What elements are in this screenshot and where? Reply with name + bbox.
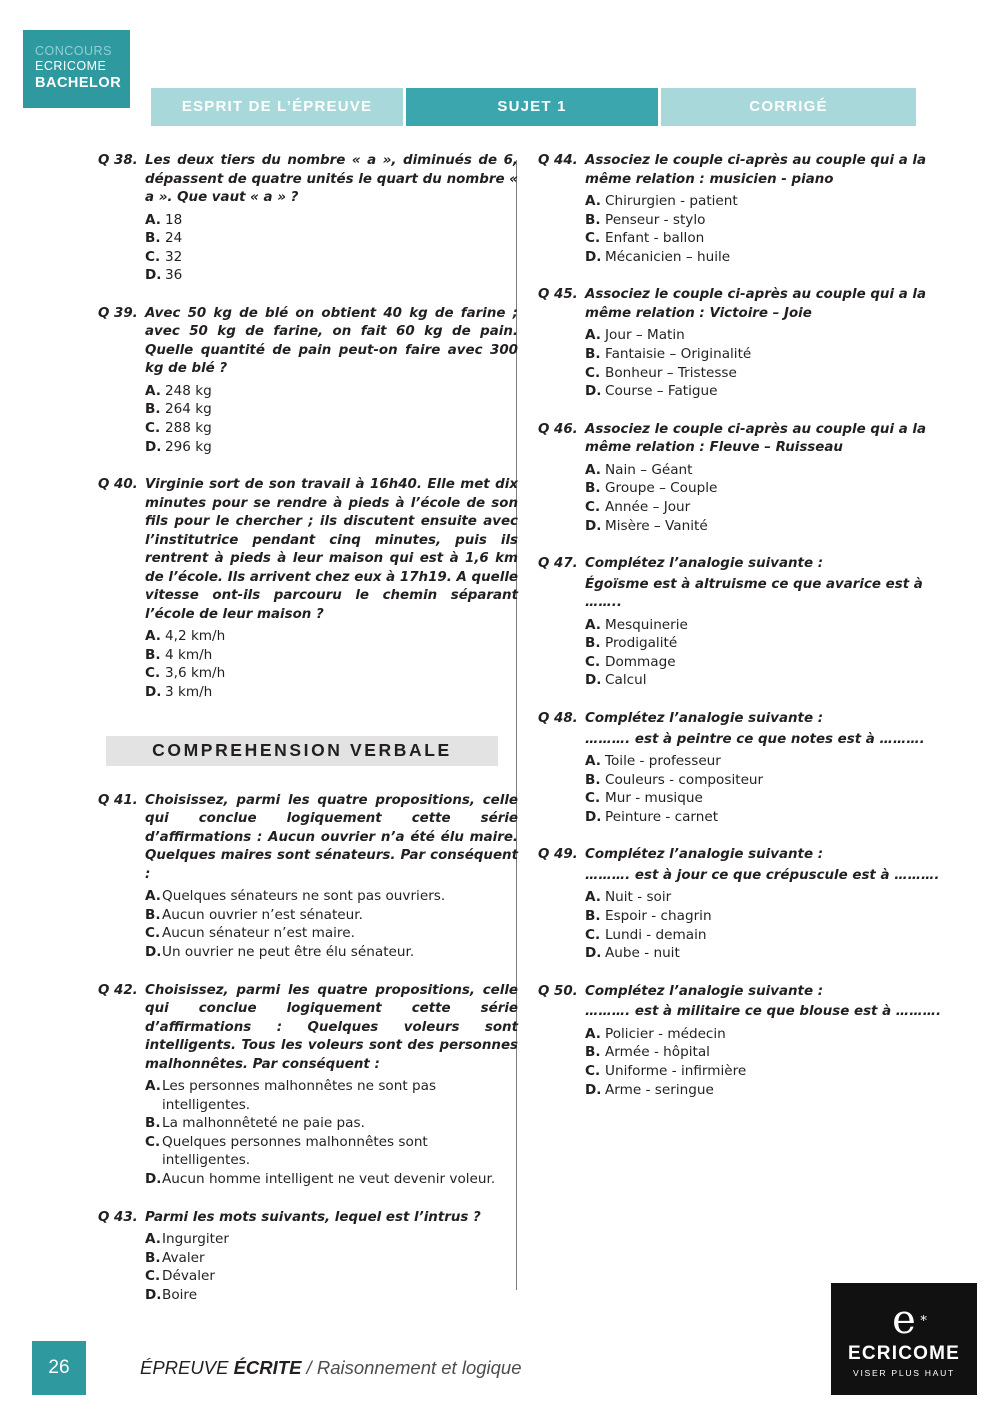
option-letter: D. [145,1286,162,1303]
option-letter: D. [585,517,602,534]
answer-option[interactable] [145,943,518,962]
question-number: Q 50. [538,983,578,999]
option-letter: C. [145,1268,161,1285]
brand-e-mark [892,1297,927,1343]
question-subtext: Égoïsme est à altruisme ce que avarice est à …….. [585,576,923,611]
answer-options [145,382,518,456]
option-letter: D. [585,248,602,265]
option-text: Espoir - chagrin [605,907,712,924]
option-text: Fantaisie – Originalité [605,345,752,362]
option-text: Dévaler [162,1268,215,1285]
option-letter: A. [145,1231,161,1248]
answer-options [585,192,958,266]
answer-options [145,887,518,961]
right-column [538,152,958,1119]
option-text: Nuit - soir [605,889,672,906]
question-block [538,286,958,400]
tab-esprit-de-lepreuve[interactable]: ESPRIT DE L’ÉPREUVE [151,88,403,126]
option-letter: C. [145,420,161,437]
option-text: Lundi - demain [605,926,707,943]
answer-options [145,1077,518,1189]
option-text: Toile - professeur [605,753,721,769]
question-block [538,983,958,1099]
option-letter: C. [145,1133,161,1150]
option-text: Mur - musique [605,790,703,807]
option-letter: C. [585,364,601,381]
option-text: 4 km/h [165,646,213,663]
option-letter: D. [145,438,162,455]
answer-option[interactable] [145,1077,518,1114]
answer-option[interactable] [585,888,958,907]
option-text: Aube - nuit [605,945,680,962]
question-number: Q 46. [538,421,578,437]
option-text: Course – Fatigue [605,383,718,400]
option-text: Ingurgiter [162,1231,229,1248]
question-subtext: ………. est à jour ce que crépuscule est à ………. [585,867,940,883]
left-column [98,152,518,1324]
option-letter: D. [145,943,162,960]
answer-option[interactable] [145,1133,518,1170]
option-letter: D. [585,945,602,962]
answer-option[interactable] [585,248,958,267]
answer-option[interactable] [145,664,518,683]
answer-option[interactable] [145,1230,518,1249]
option-text: Avaler [162,1249,205,1266]
option-text: 18 [165,211,183,228]
question-number: Q 41. [98,792,138,808]
option-letter: D. [145,267,162,284]
answer-option[interactable] [585,671,958,690]
answer-option[interactable] [145,400,518,419]
option-text: Mesquinerie [605,616,688,633]
option-letter: C. [145,665,161,682]
question-number: Q 47. [538,556,578,572]
option-letter: B. [145,1249,161,1266]
question-subtext: ………. est à peintre ce que notes est à ………. [585,731,925,747]
option-letter: B. [585,211,601,228]
answer-option[interactable] [585,653,958,672]
question-subtext: ………. est à militaire ce que blouse est à ………. [585,1004,942,1020]
question-number: Q 38. [98,153,138,168]
question-text: Complétez l’analogie suivante : [585,711,824,726]
brand-name: ECRICOME [848,1343,960,1364]
option-text: Armée - hôpital [605,1044,710,1061]
option-text: Enfant - ballon [605,230,705,247]
logo-line-concours: CONCOURS [35,44,112,58]
answer-option[interactable] [585,1025,958,1044]
question-text: Choisissez, parmi les quatre propositions, celle qui conclue logiquement cette série d’affirmations : Quelques voleurs sont intelligents. Tous les voleurs sont des personnes malhonnêtes. Par conséquent : [145,982,518,1072]
option-text: 248 kg [165,382,212,399]
question-number: Q 49. [538,847,578,863]
answer-option[interactable] [585,345,958,364]
answer-options [585,461,958,535]
option-text: Quelques sénateurs ne sont pas ouvriers. [162,888,446,905]
option-text: 296 kg [165,438,212,455]
question-block [538,710,958,826]
question-text: Les deux tiers du nombre « a », diminués de 6, dépassent de quatre unités le quart du nombre « a ». Que vaut « a » ? [145,153,518,205]
answer-option[interactable] [585,229,958,248]
answer-option[interactable] [145,266,518,285]
footer-subtitle: Raisonnement et logique [316,1357,522,1378]
option-letter: B. [145,401,161,418]
question-number: Q 43. [98,1209,138,1225]
option-text: La malhonnêteté ne paie pas. [162,1115,365,1132]
option-letter: C. [145,925,161,942]
question-block [538,555,958,690]
option-letter: C. [585,1062,601,1079]
option-text: 32 [165,248,183,265]
option-text: Groupe – Couple [605,480,718,497]
answer-option[interactable] [585,211,958,230]
option-letter: B. [145,1115,161,1132]
question-text: Choisissez, parmi les quatre propositions, celle qui conclue logiquement cette série d’affirmations : Aucun ouvrier n’a été élu maire. Quelques maires sont sénateurs. Par conséquent : [145,792,518,882]
question-text: Associez le couple ci-après au couple qui a la même relation : Victoire – Joie [585,287,927,321]
answer-options [585,616,958,690]
answer-option[interactable] [145,211,518,230]
page-number-badge: 26 [32,1341,86,1395]
option-letter: B. [585,907,601,924]
option-letter: A. [145,888,161,905]
option-letter: B. [585,1044,601,1061]
brand-e-sup: * [920,1314,927,1329]
logo-line-bachelor: BACHELOR [35,75,122,91]
section-tabs [151,88,916,126]
option-text: Les personnes malhonnêtes ne sont pas intelligentes. [162,1078,437,1113]
question-number: Q 44. [538,153,578,168]
ecricome-logo [23,30,130,108]
question-text: Complétez l’analogie suivante : [585,556,824,572]
option-letter: A. [585,889,601,906]
question-block [98,982,518,1189]
option-letter: A. [585,1025,601,1042]
answer-option[interactable] [145,1249,518,1268]
question-number: Q 45. [538,287,578,303]
answer-option[interactable] [145,924,518,943]
question-text: Virginie sort de son travail à 16h40. Elle met dix minutes pour se rendre à pieds à l’école de son fils pour le chercher ; ils discutent ensuite avec l’institutrice pendant cinq minutes, puis ils rentrent à pieds à leur maison qui est à 1,6 km de l’école. Ils arrivent chez eux à 17h19. A quelle vitesse ont-ils parcouru le chemin séparant l’école de leur maison ? [145,477,518,622]
option-letter: C. [585,790,601,807]
option-letter: C. [585,926,601,943]
option-letter: D. [585,1081,602,1098]
option-text: Année – Jour [605,498,691,515]
answer-option[interactable] [145,646,518,665]
brand-tagline: VISER PLUS HAUT [853,1368,955,1378]
answer-option[interactable] [145,382,518,401]
option-text: Aucun ouvrier n’est sénateur. [162,906,363,923]
answer-option[interactable] [585,1062,958,1081]
question-block [98,476,518,701]
answer-option[interactable] [585,479,958,498]
answer-option[interactable] [145,248,518,267]
option-letter: B. [145,646,161,663]
answer-option[interactable] [585,752,958,771]
option-letter: A. [145,1078,161,1094]
option-letter: D. [585,808,602,825]
answer-option[interactable] [585,808,958,827]
option-letter: A. [145,211,161,228]
question-number: Q 42. [98,982,138,998]
option-letter: C. [585,653,601,670]
tab-sujet-1[interactable]: SUJET 1 [406,88,658,126]
answer-option[interactable] [145,229,518,248]
option-text: 288 kg [165,420,212,437]
answer-options [145,627,518,701]
answer-option[interactable] [585,944,958,963]
answer-option[interactable] [585,771,958,790]
option-letter: A. [145,628,161,645]
answer-option[interactable] [585,1081,958,1100]
tab-corrige[interactable]: CORRIGÉ [661,88,916,126]
option-letter: A. [585,753,601,769]
question-text: Avec 50 kg de blé on obtient 40 kg de farine ; avec 50 kg de farine, on fait 60 kg de pain. Quelle quantité de pain peut-on faire avec 300 kg de blé ? [145,305,518,377]
answer-option[interactable] [145,1170,518,1189]
option-letter: B. [585,771,601,788]
answer-option[interactable] [585,634,958,653]
option-letter: D. [145,684,162,701]
option-text: Quelques personnes malhonnêtes sont intelligentes. [162,1133,428,1169]
answer-options [145,211,518,285]
option-letter: B. [585,635,601,652]
answer-option[interactable] [585,461,958,480]
option-letter: A. [145,382,161,399]
answer-options [585,1025,958,1099]
page-content [0,152,1004,1303]
option-letter: A. [585,461,601,478]
answer-option[interactable] [585,326,958,345]
option-letter: A. [585,193,601,209]
option-text: Uniforme - infirmière [605,1062,747,1079]
answer-option[interactable] [145,438,518,457]
option-text: Chirurgien - patient [605,193,738,209]
question-block [538,152,958,266]
option-letter: B. [585,480,601,497]
answer-option[interactable] [585,907,958,926]
option-letter: D. [585,383,602,400]
answer-option[interactable] [585,926,958,945]
question-number: Q 39. [98,305,138,321]
footer-epreuve: ÉPREUVE [140,1357,229,1378]
option-text: Boire [162,1286,198,1303]
option-text: Aucun sénateur n’est maire. [162,925,355,942]
question-text: Associez le couple ci-après au couple qui a la même relation : Fleuve – Ruisseau [585,421,927,456]
question-text: Complétez l’analogie suivante : [585,983,824,999]
answer-options [585,888,958,962]
footer-separator: / [306,1357,312,1378]
question-number: Q 48. [538,711,578,726]
option-text: 3,6 km/h [165,665,226,682]
option-text: Mécanicien – huile [605,248,731,265]
question-block [98,792,518,962]
answer-option[interactable] [585,498,958,517]
footer-epreuve-label [140,1357,522,1379]
page-header [0,0,1004,150]
option-text: Jour – Matin [605,327,685,344]
answer-option[interactable] [585,789,958,808]
option-text: 3 km/h [165,684,213,701]
option-text: Prodigalité [605,635,678,652]
answer-options [585,752,958,826]
option-text: Calcul [605,672,647,689]
section-title-banner [106,736,498,766]
answer-option[interactable] [145,1114,518,1133]
question-block [538,846,958,962]
option-letter: B. [145,230,161,247]
option-text: Couleurs - compositeur [605,771,764,788]
logo-line-ecricome: ECRICOME [35,59,107,73]
answer-option[interactable] [145,683,518,702]
option-letter: C. [585,230,601,247]
answer-option[interactable] [585,364,958,383]
answer-option[interactable] [585,616,958,635]
option-text: 4,2 km/h [165,628,226,645]
option-text: Un ouvrier ne peut être élu sénateur. [162,943,415,960]
footer-ecrite: ÉCRITE [233,1357,302,1378]
answer-options [585,326,958,400]
option-text: Misère – Vanité [605,517,708,534]
ecricome-brand-logo [831,1283,977,1395]
option-text: Penseur - stylo [605,211,706,228]
option-letter: B. [145,906,161,923]
option-letter: B. [585,345,601,362]
answer-option[interactable] [585,382,958,401]
answer-option[interactable] [145,906,518,925]
option-text: 24 [165,230,183,247]
question-block [538,421,958,535]
question-block [98,305,518,456]
option-letter: D. [585,672,602,689]
answer-option[interactable] [585,192,958,211]
section-title-text: COMPREHENSION VERBALE [152,740,452,761]
option-text: Nain – Géant [605,461,693,478]
question-text: Parmi les mots suivants, lequel est l’intrus ? [145,1209,481,1225]
answer-option[interactable] [145,419,518,438]
option-letter: C. [145,248,161,265]
option-letter: C. [585,498,601,515]
option-text: Dommage [605,653,676,670]
option-letter: D. [145,1170,162,1187]
option-text: 264 kg [165,401,212,418]
answer-option[interactable] [145,887,518,906]
answer-option[interactable] [585,517,958,536]
answer-option[interactable] [145,627,518,646]
option-text: 36 [165,267,183,284]
question-number: Q 40. [98,477,138,493]
question-text: Complétez l’analogie suivante : [585,847,824,863]
option-text: Aucun homme intelligent ne veut devenir voleur. [162,1170,496,1187]
option-text: Policier - médecin [605,1025,726,1042]
option-text: Bonheur – Tristesse [605,364,737,381]
option-letter: A. [585,327,601,344]
answer-option[interactable] [585,1043,958,1062]
option-text: Peinture - carnet [605,808,719,825]
question-block [98,152,518,285]
option-text: Arme - seringue [605,1081,714,1098]
option-letter: A. [585,616,601,633]
question-text: Associez le couple ci-après au couple qui a la même relation : musicien - piano [585,153,927,187]
brand-e-letter: e [892,1297,916,1343]
page-footer [0,1280,1004,1417]
